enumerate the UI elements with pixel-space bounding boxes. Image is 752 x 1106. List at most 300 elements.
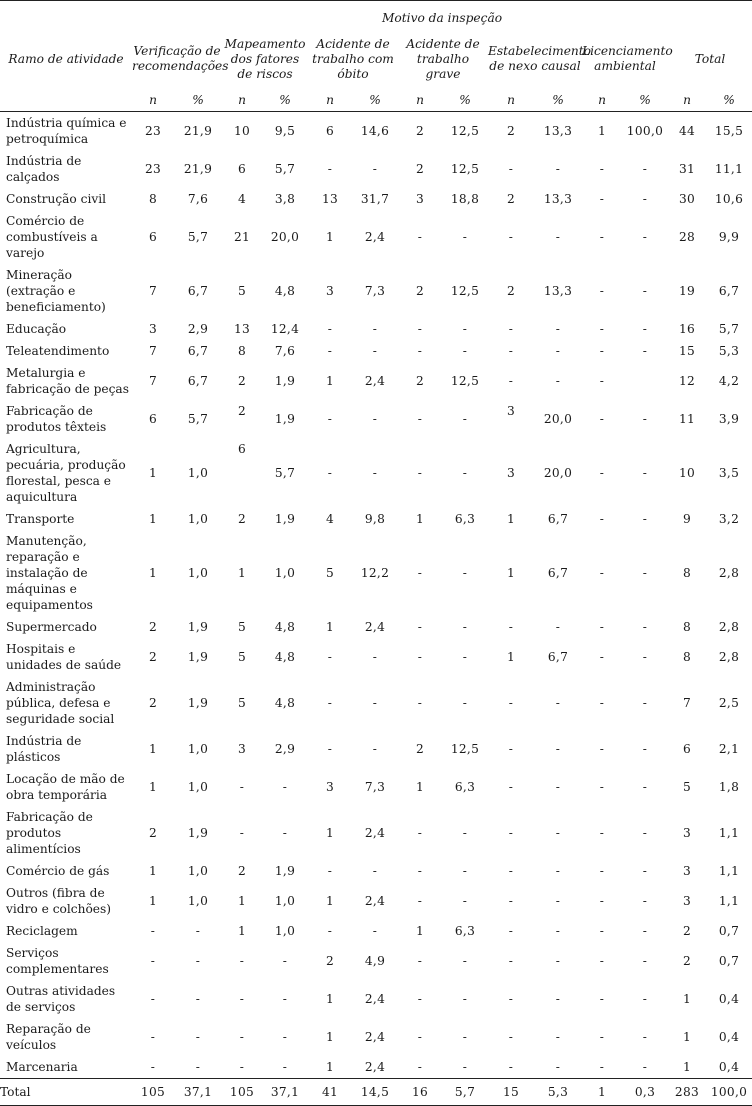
subheader-n: n (222, 89, 262, 112)
cell-n: - (417, 620, 423, 634)
subheader-n: n (488, 89, 534, 112)
table-row (0, 638, 752, 676)
cell-n: 3 (506, 404, 516, 418)
blank-subheader (0, 89, 132, 112)
cell-n: 3 (682, 864, 692, 878)
cell-pct: 2,9 (274, 742, 296, 756)
cell-n: - (599, 864, 605, 878)
cell-pct: 10,6 (714, 192, 744, 206)
cell-pct: - (195, 1060, 201, 1074)
cell-n: 11 (678, 412, 696, 426)
cell-n: 8 (237, 344, 247, 358)
cell-pct: - (642, 284, 648, 298)
cell-n: 1 (415, 780, 425, 794)
table-row (0, 400, 752, 438)
group-header: Mapeamento dos fatores de riscos (224, 36, 306, 81)
cell-n: - (508, 620, 514, 634)
cell-n: - (599, 412, 605, 426)
cell-n: 2 (325, 954, 335, 968)
cell-pct: 1,9 (274, 512, 296, 526)
cell-pct: 1,9 (274, 864, 296, 878)
cell-n: - (327, 742, 333, 756)
cell-n: - (417, 466, 423, 480)
cell-pct: 1,0 (187, 466, 209, 480)
cell-n: 1 (237, 566, 247, 580)
cell-n: 1 (148, 864, 158, 878)
cell-pct: 6,7 (547, 566, 569, 580)
cell-pct: - (642, 512, 648, 526)
cell-n: - (327, 412, 333, 426)
cell-n: - (417, 954, 423, 968)
cell-n: 2 (148, 696, 158, 710)
cell-n: 1 (325, 992, 335, 1006)
cell-n: 2 (682, 954, 692, 968)
cell-n: 1 (682, 992, 692, 1006)
cell-pct: 9,9 (718, 230, 740, 244)
cell-n: - (508, 894, 514, 908)
cell-pct: - (462, 230, 468, 244)
cell-pct: 2,4 (364, 992, 386, 1006)
cell-n: - (417, 650, 423, 664)
cell-n: - (327, 466, 333, 480)
cell-n: - (599, 696, 605, 710)
cell-n: 4 (325, 512, 335, 526)
cell-n: 7 (682, 696, 692, 710)
cell-n: 6 (237, 162, 247, 176)
cell-pct: - (642, 466, 648, 480)
cell-n: 1 (325, 1030, 335, 1044)
subheader-n: n (582, 89, 622, 112)
cell-n: - (508, 344, 514, 358)
cell-pct: - (372, 412, 378, 426)
cell-n: 2 (506, 124, 516, 138)
row-label: Serviços complementares (6, 946, 109, 976)
cell-pct: 2,4 (364, 1060, 386, 1074)
cell-pct: 18,8 (450, 192, 480, 206)
cell-n: - (417, 230, 423, 244)
row-label: Outros (fibra de vidro e colchões) (6, 886, 112, 916)
cell-n: 1 (506, 512, 516, 526)
table-row (0, 860, 752, 882)
total-pct: 37,1 (262, 1079, 308, 1106)
cell-pct: 12,5 (450, 162, 480, 176)
cell-n: 23 (144, 162, 162, 176)
cell-n: 2 (415, 162, 425, 176)
row-label: Locação de mão de obra temporária (6, 772, 125, 802)
cell-pct: - (642, 566, 648, 580)
cell-pct: 21,9 (183, 124, 213, 138)
cell-n: - (150, 1060, 156, 1074)
cell-pct: - (462, 826, 468, 840)
cell-pct: - (642, 1030, 648, 1044)
cell-pct: 1,9 (187, 826, 209, 840)
table-row (0, 438, 752, 508)
cell-pct: 1,0 (187, 780, 209, 794)
row-label: Comércio de gás (6, 864, 110, 878)
cell-n: 6 (682, 742, 692, 756)
cell-n: 28 (678, 230, 696, 244)
cell-pct: 21,9 (183, 162, 213, 176)
cell-pct: 0,4 (718, 1060, 740, 1074)
cell-n: 1 (237, 924, 247, 938)
cell-pct: - (555, 1030, 561, 1044)
subheader-pct: % (534, 89, 582, 112)
cell-n: - (327, 696, 333, 710)
cell-pct: 2,5 (718, 696, 740, 710)
cell-pct: 1,0 (187, 742, 209, 756)
cell-n: 8 (682, 566, 692, 580)
cell-n: - (599, 742, 605, 756)
cell-pct: - (462, 466, 468, 480)
cell-pct: 3,2 (718, 512, 740, 526)
cell-n: - (599, 162, 605, 176)
cell-pct: - (195, 954, 201, 968)
total-pct: 14,5 (352, 1079, 398, 1106)
cell-pct: - (462, 954, 468, 968)
cell-n: - (599, 924, 605, 938)
cell-pct: - (642, 696, 648, 710)
cell-pct: 0,7 (718, 954, 740, 968)
cell-pct: 1,0 (274, 566, 296, 580)
cell-pct: - (462, 620, 468, 634)
cell-pct: - (555, 826, 561, 840)
cell-pct: - (372, 924, 378, 938)
table-row (0, 264, 752, 318)
cell-n: - (417, 696, 423, 710)
cell-pct: 4,8 (274, 620, 296, 634)
cell-pct: - (372, 466, 378, 480)
cell-pct: 7,6 (274, 344, 296, 358)
cell-n: - (599, 374, 605, 388)
subheader-n: n (668, 89, 706, 112)
cell-n: - (239, 1030, 245, 1044)
cell-n: - (150, 1030, 156, 1044)
cell-pct: - (642, 230, 648, 244)
cell-pct: 3,9 (718, 412, 740, 426)
group-header: Total (694, 51, 726, 66)
table-row (0, 362, 752, 400)
cell-pct: 7,3 (364, 284, 386, 298)
cell-pct: - (555, 696, 561, 710)
cell-pct: - (282, 826, 288, 840)
cell-pct: 6,7 (547, 512, 569, 526)
table-row (0, 980, 752, 1018)
subheader-pct: % (174, 89, 222, 112)
cell-n: 1 (325, 1060, 335, 1074)
cell-pct: 1,0 (274, 924, 296, 938)
cell-pct: 15,5 (714, 124, 744, 138)
total-pct: 0,3 (622, 1079, 668, 1106)
cell-n: 2 (415, 374, 425, 388)
cell-n: 3 (682, 894, 692, 908)
cell-n: - (327, 650, 333, 664)
row-label: Indústria química e petroquímica (6, 116, 127, 146)
cell-n: - (327, 924, 333, 938)
cell-n: 3 (506, 466, 516, 480)
cell-pct: - (462, 992, 468, 1006)
cell-n: 3 (325, 284, 335, 298)
cell-n: 6 (148, 230, 158, 244)
cell-n: - (599, 284, 605, 298)
subheader-pct: % (706, 89, 752, 112)
cell-pct: - (642, 1060, 648, 1074)
cell-n: 2 (148, 620, 158, 634)
cell-n: 2 (415, 284, 425, 298)
cell-pct: - (642, 954, 648, 968)
cell-n: 6 (325, 124, 335, 138)
table-row (0, 942, 752, 980)
cell-pct: - (642, 192, 648, 206)
cell-n: 1 (148, 512, 158, 526)
table-row (0, 318, 752, 340)
cell-n: - (599, 1060, 605, 1074)
cell-n: 6 (237, 442, 247, 456)
row-label: Outras atividades de serviços (6, 984, 116, 1014)
cell-pct: - (555, 954, 561, 968)
cell-pct: 5,7 (274, 466, 296, 480)
cell-pct: - (555, 620, 561, 634)
cell-pct: 2,1 (718, 742, 740, 756)
row-label: Fabricação de produtos alimentícios (6, 810, 93, 856)
total-label: Total (0, 1079, 132, 1106)
subheader-pct: % (352, 89, 398, 112)
cell-pct: 0,7 (718, 924, 740, 938)
cell-pct: 2,4 (364, 826, 386, 840)
cell-n: 1 (597, 124, 607, 138)
cell-pct: - (372, 864, 378, 878)
cell-n: - (599, 344, 605, 358)
total-pct: 100,0 (706, 1079, 752, 1106)
group-header: Licenciamento ambiental (582, 44, 673, 73)
cell-pct: 3,8 (274, 192, 296, 206)
cell-pct: 1,0 (187, 894, 209, 908)
cell-pct: 2,8 (718, 566, 740, 580)
cell-n: 12 (678, 374, 696, 388)
cell-pct: 2,4 (364, 374, 386, 388)
cell-n: 3 (148, 322, 158, 336)
cell-pct: 3,5 (718, 466, 740, 480)
cell-pct: 4,2 (718, 374, 740, 388)
total-pct: 5,7 (442, 1079, 488, 1106)
table-row (0, 1018, 752, 1056)
table-row (0, 616, 752, 638)
cell-n: 19 (678, 284, 696, 298)
cell-n: 7 (148, 344, 158, 358)
cell-pct: - (372, 696, 378, 710)
motivo-superheader: Motivo da inspeção (132, 1, 752, 30)
cell-n: 44 (678, 124, 696, 138)
cell-n: 5 (237, 650, 247, 664)
table-row (0, 530, 752, 616)
total-n: 41 (308, 1079, 352, 1106)
cell-n: 5 (237, 620, 247, 634)
cell-pct: - (642, 864, 648, 878)
cell-pct: - (642, 826, 648, 840)
cell-n: - (599, 620, 605, 634)
cell-pct: - (282, 992, 288, 1006)
cell-pct: 7,6 (187, 192, 209, 206)
cell-n: - (417, 322, 423, 336)
cell-pct: 2,4 (364, 894, 386, 908)
cell-pct: - (642, 344, 648, 358)
cell-n: - (327, 162, 333, 176)
corner-cell (0, 1, 132, 30)
cell-n: 6 (148, 412, 158, 426)
cell-pct: 1,1 (718, 864, 740, 878)
cell-n: 1 (325, 826, 335, 840)
cell-pct: - (555, 374, 561, 388)
cell-n: 21 (233, 230, 251, 244)
cell-n: 1 (148, 780, 158, 794)
cell-n: 2 (682, 924, 692, 938)
cell-n: 1 (506, 650, 516, 664)
cell-pct: - (462, 696, 468, 710)
cell-pct: 13,3 (543, 192, 573, 206)
cell-n: 1 (148, 566, 158, 580)
cell-n: 2 (237, 864, 247, 878)
table-row (0, 676, 752, 730)
cell-n: - (508, 924, 514, 938)
row-label: Teleatendimento (6, 344, 110, 358)
cell-pct: - (642, 620, 648, 634)
cell-pct (622, 362, 668, 400)
cell-n: 10 (678, 466, 696, 480)
cell-n: 23 (144, 124, 162, 138)
cell-n: 1 (148, 742, 158, 756)
row-label: Construção civil (6, 192, 107, 206)
subheader-pct: % (442, 89, 488, 112)
cell-pct: 6,7 (187, 344, 209, 358)
cell-n: - (599, 780, 605, 794)
cell-pct: - (555, 992, 561, 1006)
cell-pct: - (372, 162, 378, 176)
cell-pct: - (462, 650, 468, 664)
cell-pct: 4,9 (364, 954, 386, 968)
cell-n: - (150, 954, 156, 968)
cell-pct: - (642, 924, 648, 938)
subheader-n: n (398, 89, 442, 112)
table-row (0, 188, 752, 210)
cell-n: 7 (148, 374, 158, 388)
cell-pct: 2,8 (718, 650, 740, 664)
cell-pct: - (462, 566, 468, 580)
total-n: 15 (488, 1079, 534, 1106)
cell-pct: 6,3 (454, 924, 476, 938)
cell-pct: 1,9 (274, 374, 296, 388)
cell-n: - (599, 894, 605, 908)
row-label: Indústria de plásticos (6, 734, 82, 764)
cell-pct: - (642, 992, 648, 1006)
cell-pct: 6,7 (547, 650, 569, 664)
cell-n: - (599, 230, 605, 244)
cell-pct: 0,4 (718, 1030, 740, 1044)
cell-n: - (508, 826, 514, 840)
cell-n: - (508, 742, 514, 756)
subheader-n: n (308, 89, 352, 112)
cell-n: - (599, 826, 605, 840)
total-n: 105 (132, 1079, 174, 1106)
cell-n: - (508, 954, 514, 968)
cell-pct: - (555, 230, 561, 244)
cell-pct: 1,1 (718, 894, 740, 908)
cell-n: 1 (682, 1060, 692, 1074)
cell-n: 1 (325, 620, 335, 634)
cell-n: 5 (325, 566, 335, 580)
row-label: Hospitais e unidades de saúde (6, 642, 122, 672)
table-row (0, 806, 752, 860)
cell-pct: - (462, 344, 468, 358)
cell-n: 31 (678, 162, 696, 176)
cell-n: - (599, 192, 605, 206)
cell-pct: 1,9 (187, 696, 209, 710)
cell-pct: - (462, 322, 468, 336)
cell-pct: 2,9 (187, 322, 209, 336)
subheader-pct: % (622, 89, 668, 112)
cell-pct: - (642, 412, 648, 426)
cell-pct: - (372, 650, 378, 664)
subheader-n: n (132, 89, 174, 112)
cell-n: 1 (506, 566, 516, 580)
row-label: Mineração (extração e beneficiamento) (6, 268, 106, 314)
cell-n: 8 (682, 620, 692, 634)
cell-n: 13 (321, 192, 339, 206)
cell-n: - (599, 992, 605, 1006)
table-row (0, 1056, 752, 1079)
cell-n: - (599, 650, 605, 664)
cell-n: 2 (148, 650, 158, 664)
cell-n: - (417, 894, 423, 908)
cell-n: 1 (415, 924, 425, 938)
cell-pct: 2,4 (364, 1030, 386, 1044)
cell-pct: - (555, 742, 561, 756)
cell-pct: 5,7 (187, 230, 209, 244)
cell-pct: 14,6 (360, 124, 390, 138)
cell-n: 3 (415, 192, 425, 206)
group-header: Estabelecimento de nexo causal (488, 44, 592, 73)
total-pct: 37,1 (174, 1079, 222, 1106)
cell-pct: 4,8 (274, 696, 296, 710)
cell-n: 1 (682, 1030, 692, 1044)
cell-pct: 1,0 (187, 512, 209, 526)
cell-pct: - (195, 1030, 201, 1044)
cell-n: 2 (237, 512, 247, 526)
cell-pct: 13,3 (543, 124, 573, 138)
cell-n: 8 (148, 192, 158, 206)
cell-n: 1 (148, 894, 158, 908)
cell-pct: - (462, 412, 468, 426)
cell-n: - (239, 954, 245, 968)
cell-pct: - (462, 1030, 468, 1044)
cell-pct: 1,9 (187, 620, 209, 634)
cell-n: - (599, 512, 605, 526)
cell-pct: 6,7 (718, 284, 740, 298)
cell-pct: - (282, 780, 288, 794)
cell-pct: 20,0 (543, 412, 573, 426)
cell-n: - (417, 992, 423, 1006)
cell-pct: 20,0 (543, 466, 573, 480)
cell-pct: 0,4 (718, 992, 740, 1006)
cell-n: - (508, 322, 514, 336)
cell-n: 2 (506, 192, 516, 206)
total-row (0, 1079, 752, 1106)
subheader-pct: % (262, 89, 308, 112)
cell-pct: 1,0 (187, 864, 209, 878)
cell-pct: 12,5 (450, 742, 480, 756)
total-pct: 5,3 (534, 1079, 582, 1106)
cell-pct: - (372, 322, 378, 336)
cell-pct: 12,4 (270, 322, 300, 336)
cell-pct: - (282, 954, 288, 968)
